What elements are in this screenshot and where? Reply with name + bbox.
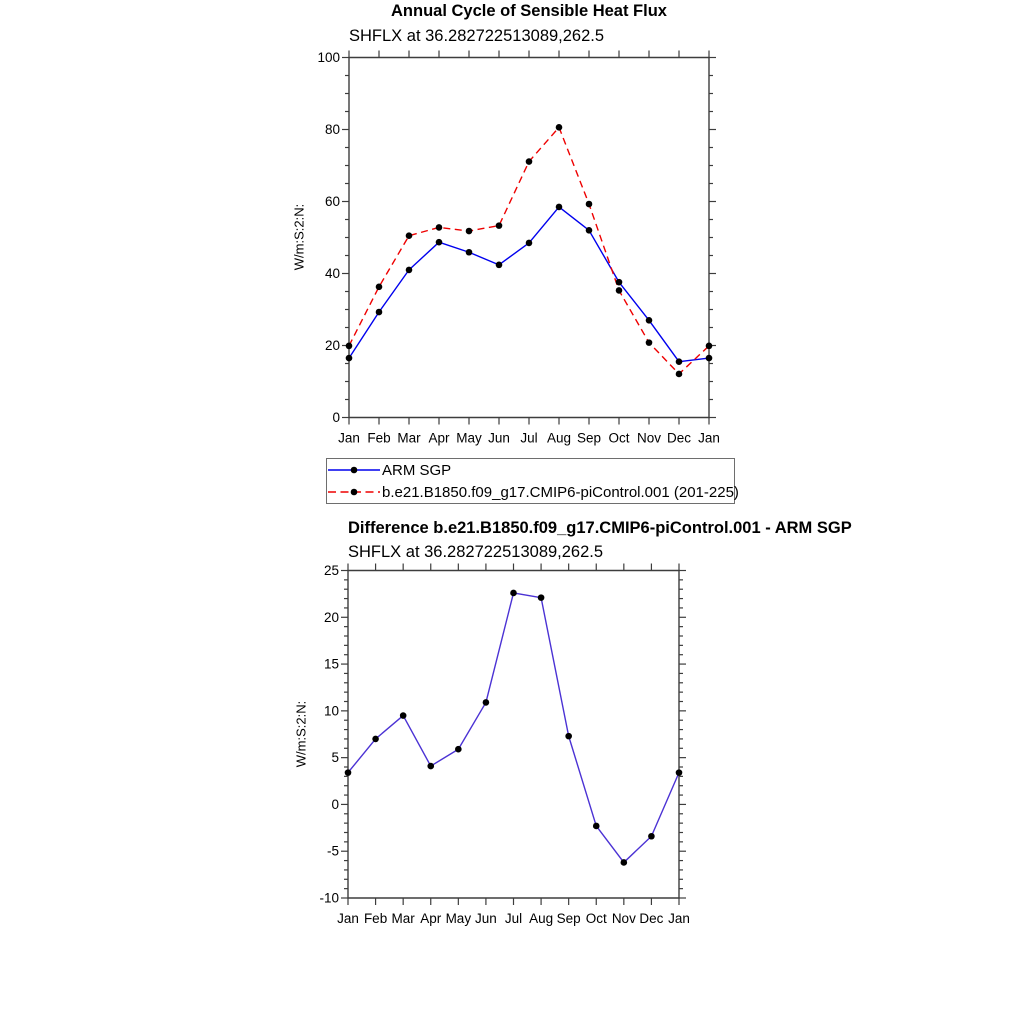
data-point-marker xyxy=(593,823,600,830)
data-point-marker xyxy=(510,590,517,597)
data-point-marker xyxy=(616,279,623,286)
x-tick-label: Jun xyxy=(475,911,497,926)
top-chart-subtitle: SHFLX at 36.282722513089,262.5 xyxy=(349,27,605,45)
data-point-marker xyxy=(676,358,683,365)
top-chart-title: Annual Cycle of Sensible Heat Flux xyxy=(391,2,667,20)
data-point-marker xyxy=(466,228,473,235)
legend-sample-marker-dot xyxy=(351,467,358,474)
data-point-marker xyxy=(483,699,490,706)
legend-label-arm-sgp: ARM SGP xyxy=(382,461,452,479)
x-tick-label: Nov xyxy=(636,430,662,446)
legend-label-model: b.e21.B1850.f09_g17.CMIP6-piControl.001 (201-225) xyxy=(382,483,739,501)
axis-frame xyxy=(348,571,679,899)
legend-entry-arm-sgp xyxy=(327,459,734,481)
data-point-marker xyxy=(406,267,413,274)
data-point-marker xyxy=(556,124,563,131)
x-tick-label: Aug xyxy=(529,911,554,926)
data-point-marker xyxy=(346,343,353,350)
data-point-marker xyxy=(345,769,352,776)
y-tick-label: 20 xyxy=(324,338,340,353)
x-tick-label: May xyxy=(445,911,472,926)
series-line-0 xyxy=(349,207,709,362)
y-tick-label: 40 xyxy=(324,266,340,281)
legend-line-sample-blue-solid xyxy=(328,464,380,476)
x-tick-label: Aug xyxy=(546,430,572,446)
data-point-marker xyxy=(376,309,383,316)
data-point-marker xyxy=(436,224,443,231)
data-point-marker xyxy=(526,158,533,165)
data-point-marker xyxy=(586,227,593,234)
data-point-marker xyxy=(586,201,593,208)
y-tick-label: 20 xyxy=(323,609,339,625)
data-point-marker xyxy=(706,343,713,350)
data-point-marker xyxy=(706,355,713,362)
bottom-chart-y-axis-label: W/m:S:2:N: xyxy=(293,700,309,768)
legend-entry-model xyxy=(327,481,739,503)
y-tick-label: 0 xyxy=(332,410,340,425)
y-tick-label: 60 xyxy=(324,194,340,209)
data-point-marker xyxy=(406,232,413,239)
data-point-marker xyxy=(496,222,503,229)
data-point-marker xyxy=(648,833,655,840)
x-tick-label: Jul xyxy=(504,911,523,926)
bottom-chart-subtitle: SHFLX at 36.282722513089,262.5 xyxy=(348,543,604,561)
x-tick-label: Sep xyxy=(556,911,581,926)
y-tick-label: 10 xyxy=(323,703,339,719)
top-chart-y-axis-label: W/m:S:2:N: xyxy=(291,203,307,271)
data-point-marker xyxy=(676,371,683,378)
y-tick-label: -5 xyxy=(326,843,339,859)
x-tick-label: Oct xyxy=(585,911,607,926)
data-point-marker xyxy=(427,763,434,770)
data-point-marker xyxy=(538,594,545,601)
data-point-marker xyxy=(676,769,683,776)
legend-box xyxy=(326,458,739,504)
data-point-marker xyxy=(376,284,383,291)
data-point-marker xyxy=(455,746,462,753)
data-point-marker xyxy=(565,733,572,740)
x-tick-label: Jan xyxy=(698,430,720,446)
data-point-marker xyxy=(436,239,443,246)
y-tick-label: 5 xyxy=(331,750,339,766)
y-tick-label: 100 xyxy=(317,50,340,65)
x-tick-label: Dec xyxy=(666,430,692,446)
axis-frame xyxy=(349,58,709,418)
data-point-marker xyxy=(621,859,628,866)
x-tick-label: Jun xyxy=(488,430,510,446)
x-tick-label: Jan xyxy=(337,911,359,926)
x-tick-label: Feb xyxy=(367,430,391,446)
legend-line-sample-red-dashed xyxy=(328,486,380,498)
legend-sample-marker-dot xyxy=(351,489,358,496)
x-tick-label: Apr xyxy=(420,911,442,926)
x-tick-label: Mar xyxy=(397,430,421,446)
x-tick-label: Sep xyxy=(576,430,602,446)
data-point-marker xyxy=(616,287,623,294)
x-tick-label: Jul xyxy=(520,430,538,446)
bottom-chart-title: Difference b.e21.B1850.f09_g17.CMIP6-piControl.001 - ARM SGP xyxy=(348,519,852,537)
y-tick-label: 0 xyxy=(331,796,339,812)
data-point-marker xyxy=(346,355,353,362)
series-line-0 xyxy=(348,593,679,862)
x-tick-label: Mar xyxy=(391,911,415,926)
data-point-marker xyxy=(466,249,473,256)
data-point-marker xyxy=(556,204,563,211)
x-tick-label: Jan xyxy=(668,911,690,926)
data-point-marker xyxy=(496,262,503,269)
y-tick-label: 15 xyxy=(323,656,339,672)
data-point-marker xyxy=(646,339,653,346)
x-tick-label: Feb xyxy=(363,911,388,926)
x-tick-label: May xyxy=(456,430,482,446)
y-tick-label: -10 xyxy=(319,890,339,906)
data-point-marker xyxy=(372,736,379,743)
y-tick-label: 80 xyxy=(324,122,340,137)
y-tick-label: 25 xyxy=(323,563,339,578)
data-point-marker xyxy=(646,317,653,324)
x-tick-label: Nov xyxy=(611,911,636,926)
x-tick-label: Apr xyxy=(428,430,450,446)
data-point-marker xyxy=(400,712,407,719)
x-tick-label: Oct xyxy=(608,430,630,446)
x-tick-label: Dec xyxy=(639,911,664,926)
data-point-marker xyxy=(526,240,533,247)
x-tick-label: Jan xyxy=(338,430,360,446)
